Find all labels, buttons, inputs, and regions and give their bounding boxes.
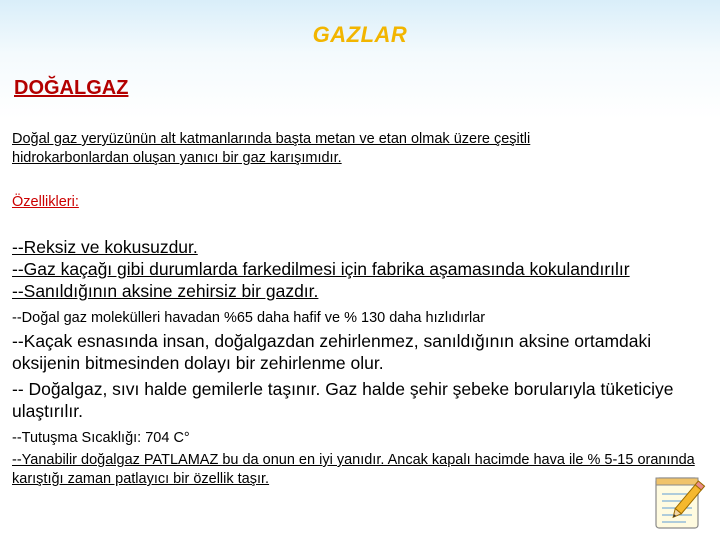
slide-title: GAZLAR xyxy=(312,22,408,47)
definition-line-2: hidrokarbonlardan oluşan yanıcı bir gaz karışımıdır. xyxy=(12,150,342,166)
property-item: --Sanıldığının aksine zehirsiz bir gazdır. xyxy=(12,281,319,301)
section-subtitle: DOĞALGAZ xyxy=(14,77,129,99)
properties-heading: Özellikleri: xyxy=(12,194,79,210)
property-paragraph: --Kaçak esnasında insan, doğalgazdan zehirlenmez, sanıldığının aksine ortamdaki oksijenin bitmesinden dolayı bir zehirlenme olur. xyxy=(12,331,652,373)
definition-text xyxy=(12,130,530,168)
notepad-pencil-icon xyxy=(652,474,706,530)
property-item: --Reksiz ve kokusuzdur. xyxy=(12,237,198,257)
definition-line-1: Doğal gaz yeryüzünün alt katmanlarında başta metan ve etan olmak üzere çeşitli xyxy=(12,131,531,147)
property-paragraph: -- Doğalgaz, sıvı halde gemilerle taşınır. Gaz halde şehir şebeke borularıyla tüketiciye ulaştırılır. xyxy=(12,379,674,421)
property-item: --Tutuşma Sıcaklığı: 704 C° xyxy=(12,430,190,446)
property-item: --Gaz kaçağı gibi durumlarda farkedilmesi için fabrika aşamasında kokulandırılır xyxy=(12,259,630,279)
property-paragraph-last: --Yanabilir doğalgaz PATLAMAZ bu da onun en iyi yanıdır. Ancak kapalı hacimde hava ile % 5-15 oranında karıştığı zaman patlayıcı bir özellik taşır. xyxy=(12,452,695,487)
property-item: --Doğal gaz molekülleri havadan %65 daha hafif ve % 130 daha hızlıdırlar xyxy=(12,310,486,326)
property-list-underlined xyxy=(12,236,630,302)
